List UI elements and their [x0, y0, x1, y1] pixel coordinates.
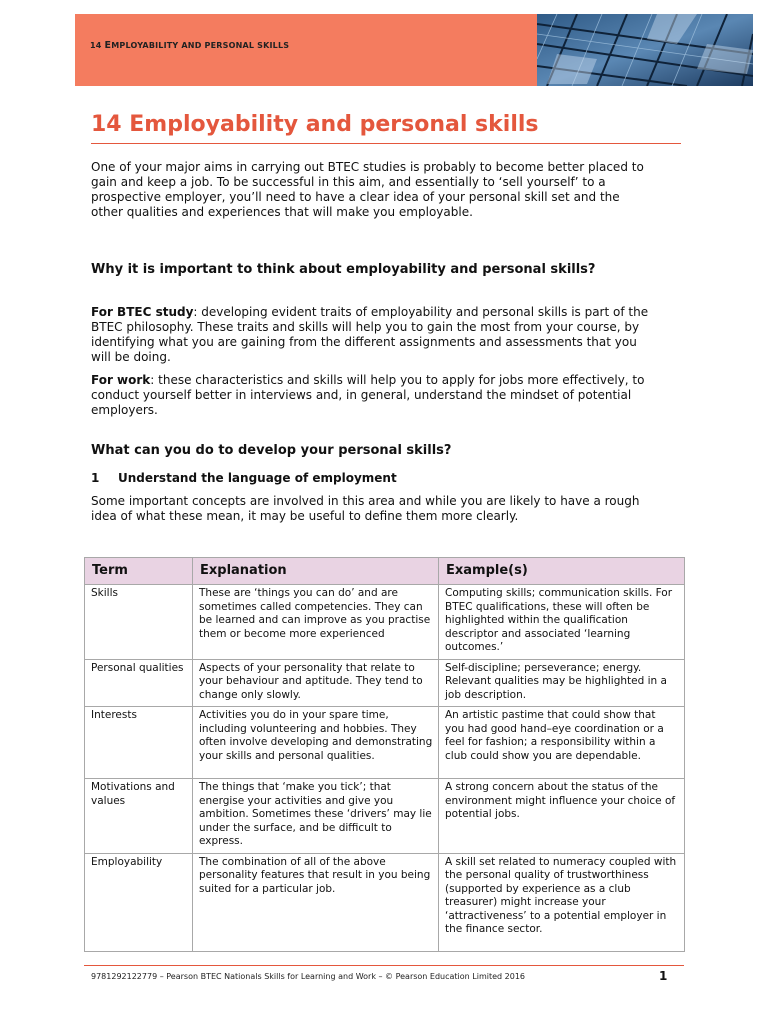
cell-explanation: These are ‘things you can do’ and are sometimes called competencies. They can be learned and can improve as you practise them or become more experienced: [193, 585, 439, 660]
cell-example: A strong concern about the status of the environment might influence your choice of potential jobs.: [439, 779, 685, 854]
btec-study-label: For BTEC study: [91, 305, 194, 319]
table-row: [85, 659, 685, 707]
footer-copyright: 9781292122779 – Pearson BTEC Nationals Skills for Learning and Work – © Pearson Education Limited 2016: [91, 972, 526, 981]
table-row: [85, 779, 685, 854]
page-title: 14 Employability and personal skills: [91, 112, 539, 137]
page-header-band: [75, 14, 753, 86]
cell-explanation: The things that ‘make you tick’; that energise your activities and give you ambition. Sometimes these ‘drivers’ may lie under the surface, and be difficult to express.: [193, 779, 439, 854]
table-header-row: [85, 558, 685, 585]
cell-term: Motivations and values: [85, 779, 193, 854]
running-title: [90, 40, 289, 51]
column-header-explanation: Explanation: [193, 558, 439, 585]
cell-example: Computing skills; communication skills. For BTEC qualifications, these will often be highlighted within the qualification descriptor and associated ‘learning outcomes.’: [439, 585, 685, 660]
cell-term: Interests: [85, 707, 193, 779]
work-text: : these characteristics and skills will help you to apply for jobs more effectively, to conduct yourself better in interviews and, in general, understand the mindset of potential employers.: [91, 373, 645, 417]
cell-explanation: Activities you do in your spare time, including volunteering and hobbies. They often involve developing and demonstrating your skills and personal qualities.: [193, 707, 439, 779]
btec-study-text: : developing evident traits of employability and personal skills is part of the BTEC philosophy. These traits and skills will help you to gain the most from your course, by identifying what you are gaining from the different assignments and assessments that you will be doing.: [91, 305, 649, 364]
work-label: For work: [91, 373, 151, 387]
btec-study-paragraph: [91, 305, 651, 365]
cell-term: Personal qualities: [85, 659, 193, 707]
cell-explanation: The combination of all of the above personality features that result in you being suited for a particular job.: [193, 853, 439, 951]
work-paragraph: [91, 373, 651, 418]
table-row: [85, 853, 685, 951]
subsection-title: Understand the language of employment: [118, 471, 397, 485]
table-row: [85, 707, 685, 779]
column-header-examples: Example(s): [439, 558, 685, 585]
section-heading-why: Why it is important to think about employability and personal skills?: [91, 262, 596, 277]
title-divider: [91, 143, 681, 144]
glass-roof-photo-icon: [537, 14, 753, 86]
cell-example: A skill set related to numeracy coupled with the personal quality of trustworthiness (supported by experience as a club treasurer) might increase your ‘attractiveness’ to a potential employer in the finance sector.: [439, 853, 685, 951]
table-row: [85, 585, 685, 660]
running-title-rest: MPLOYABILITY AND PERSONAL SKILLS: [111, 41, 290, 50]
cell-explanation: Aspects of your personality that relate to your behaviour and aptitude. They tend to change only slowly.: [193, 659, 439, 707]
running-title-initial: E: [104, 40, 112, 51]
concepts-paragraph: Some important concepts are involved in this area and while you are likely to have a rough idea of what these mean, it may be useful to define them more clearly.: [91, 494, 640, 523]
section-heading-develop: What can you do to develop your personal skills?: [91, 443, 452, 458]
cell-term: Employability: [85, 853, 193, 951]
column-header-term: Term: [85, 558, 193, 585]
cell-term: Skills: [85, 585, 193, 660]
footer-divider: [84, 965, 684, 966]
employment-terms-table: [84, 557, 685, 952]
subsection-heading: [91, 471, 651, 485]
page-number: 1: [659, 969, 668, 983]
subsection-number: 1: [91, 471, 100, 485]
intro-paragraph: One of your major aims in carrying out BTEC studies is probably to become better placed to gain and keep a job. To be successful in this aim, and essentially to ‘sell yourself’ to a prospective employer, you’ll need to have a clear idea of your personal skill set and the other qualities and experiences that will make you employable.: [91, 160, 644, 219]
running-title-number: 14: [90, 41, 102, 50]
cell-example: An artistic pastime that could show that you had good hand–eye coordination or a feel for fashion; a responsibility within a club could show you are dependable.: [439, 707, 685, 779]
cell-example: Self-discipline; perseverance; energy. Relevant qualities may be highlighted in a job description.: [439, 659, 685, 707]
